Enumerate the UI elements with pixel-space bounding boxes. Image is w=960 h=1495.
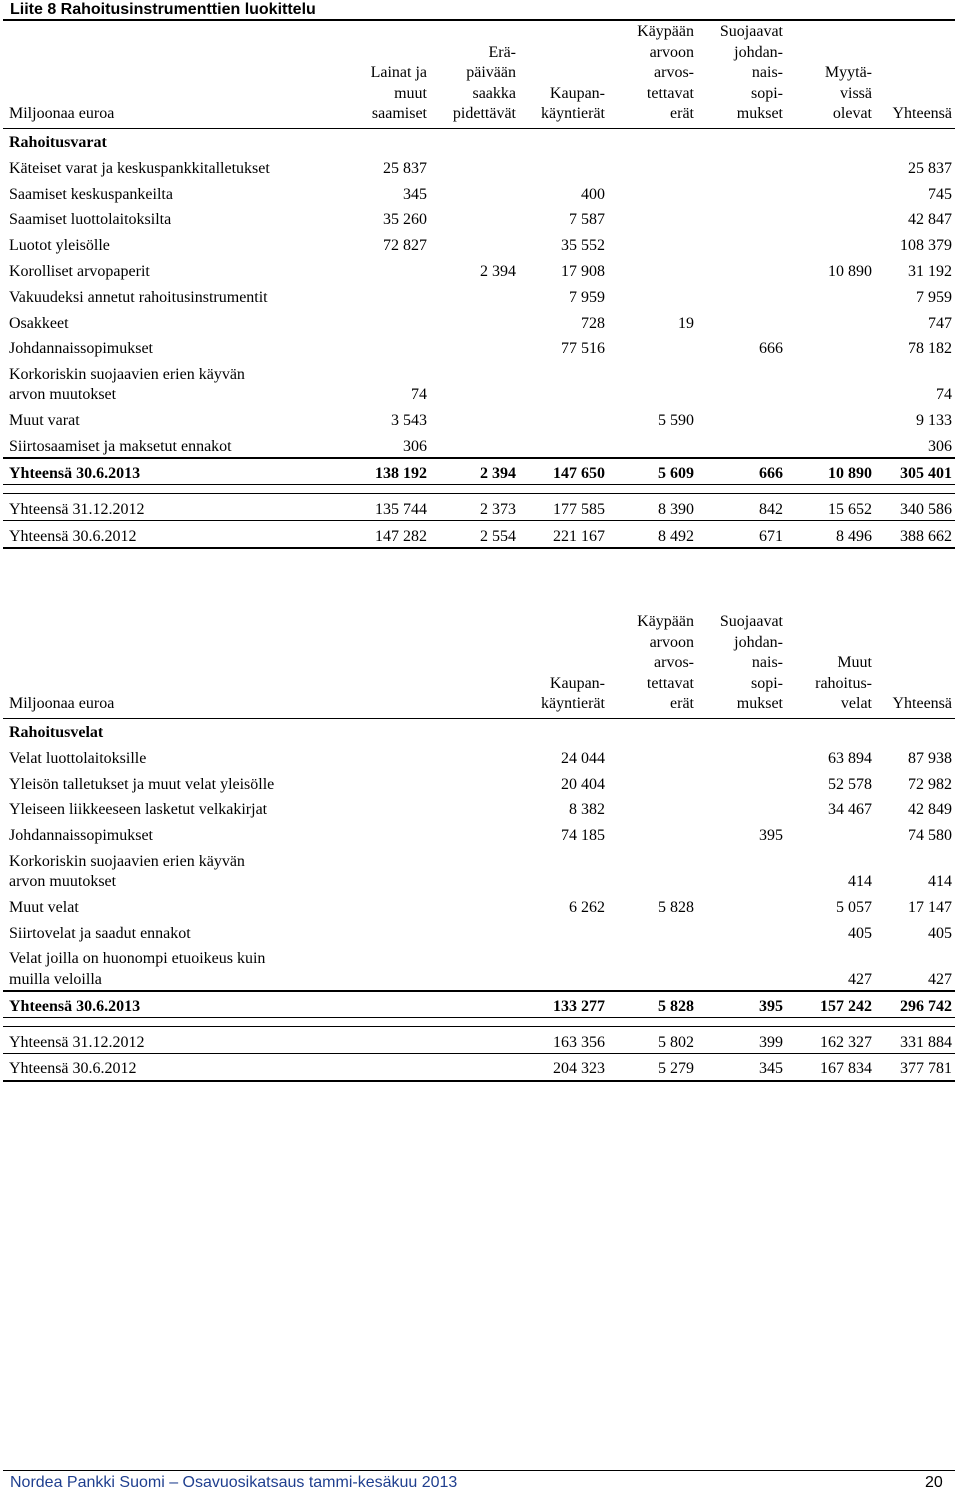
cell-value (430, 205, 519, 231)
cell-value (786, 821, 875, 847)
cell-value: 78 182 (908, 340, 952, 358)
cell-value (343, 821, 430, 847)
cell-value: 135 744 (375, 500, 427, 518)
row-label: Yhteensä 30.6.2013 (9, 464, 141, 482)
cell-value: 10 890 (828, 262, 872, 280)
cell-value (697, 205, 786, 231)
cell-value: 177 585 (553, 500, 605, 518)
cell-value: 666 (759, 464, 783, 482)
cell-value: 157 242 (820, 997, 872, 1015)
column-header: Suojaavat johdan- nais- sopi- mukset (719, 23, 783, 122)
row-label: Osakkeet (9, 314, 69, 332)
table-row (3, 795, 955, 821)
cell-value: 2 394 (480, 464, 516, 482)
cell-value (697, 893, 786, 919)
page-title: Liite 8 Rahoitusinstrumenttien luokittelu (10, 1, 316, 18)
total-row (3, 992, 955, 1018)
cell-value (786, 205, 875, 231)
cell-value (343, 918, 430, 944)
cell-value: 9 133 (916, 412, 952, 430)
cell-value (519, 918, 608, 944)
table-row (3, 944, 955, 991)
cell-value (608, 944, 697, 991)
cell-value (519, 944, 608, 991)
cell-value: 8 492 (658, 527, 694, 545)
cell-value (430, 360, 519, 406)
cell-value (430, 179, 519, 205)
cell-value: 52 578 (828, 775, 872, 793)
column-header: Käypään arvoon arvos- tettavat erät (637, 613, 694, 712)
row-label: Korkoriskin suojaavien erien käyvän arvon muutokset (9, 365, 245, 404)
cell-value: 20 404 (561, 775, 605, 793)
cell-value: 2 394 (480, 262, 516, 280)
cell-value (430, 308, 519, 334)
comparative-row (3, 494, 955, 520)
cell-value: 2 373 (480, 500, 516, 518)
cell-value: 671 (759, 527, 783, 545)
unit-label: Miljoonaa euroa (9, 105, 115, 122)
cell-value (519, 360, 608, 406)
cell-value: 345 (759, 1060, 783, 1078)
cell-value (786, 406, 875, 432)
cell-value: 427 (928, 970, 952, 988)
cell-value (343, 944, 430, 991)
cell-value (786, 154, 875, 180)
cell-value: 5 279 (658, 1060, 694, 1078)
cell-value (430, 231, 519, 257)
cell-value (608, 154, 697, 180)
cell-value (519, 406, 608, 432)
row-label: Siirtovelat ja saadut ennakot (9, 924, 191, 942)
row-label: Yhteensä 30.6.2012 (9, 527, 137, 545)
column-header: Käypään arvoon arvos- tettavat erät (637, 23, 694, 122)
rule-row (3, 1081, 955, 1082)
cell-value: 842 (759, 500, 783, 518)
cell-value (430, 282, 519, 308)
row-label: Velat luottolaitoksille (9, 749, 147, 767)
cell-value (608, 847, 697, 893)
cell-value: 5 802 (658, 1033, 694, 1051)
row-label: Siirtosaamiset ja maksetut ennakot (9, 437, 232, 455)
cell-value: 35 552 (561, 237, 605, 255)
cell-value: 6 262 (569, 898, 605, 916)
cell-value: 42 847 (908, 211, 952, 229)
table-row (3, 744, 955, 770)
cell-value (430, 1054, 519, 1081)
table-row (3, 231, 955, 257)
cell-value: 427 (848, 970, 872, 988)
spacer-row (3, 485, 955, 494)
cell-value (343, 744, 430, 770)
table-row (3, 179, 955, 205)
row-label: Yhteensä 31.12.2012 (9, 1033, 145, 1051)
row-label: Yhteensä 30.6.2012 (9, 1060, 137, 1078)
cell-value (697, 179, 786, 205)
cell-value (697, 944, 786, 991)
cell-value: 24 044 (561, 749, 605, 767)
table-row (3, 432, 955, 459)
cell-value: 7 587 (569, 211, 605, 229)
table-row (3, 918, 955, 944)
table-row (3, 847, 955, 893)
cell-value: 72 827 (383, 237, 427, 255)
cell-value: 74 (411, 386, 427, 404)
cell-value (430, 432, 519, 459)
cell-value (430, 821, 519, 847)
table-row (3, 205, 955, 231)
cell-value (697, 308, 786, 334)
cell-value (697, 360, 786, 406)
cell-value (430, 992, 519, 1018)
cell-value: 5 590 (658, 412, 694, 430)
table-row (3, 308, 955, 334)
cell-value: 221 167 (553, 527, 605, 545)
cell-value (343, 893, 430, 919)
row-label: Yhteensä 30.6.2013 (9, 997, 141, 1015)
cell-value (786, 334, 875, 360)
cell-value: 34 467 (828, 801, 872, 819)
row-label: Yhteensä 31.12.2012 (9, 500, 145, 518)
spacer-row (3, 1018, 955, 1027)
table-row (3, 360, 955, 406)
cell-value (786, 231, 875, 257)
cell-value: 74 185 (561, 827, 605, 845)
row-label: Luotot yleisölle (9, 237, 110, 255)
rule-row (3, 548, 955, 549)
cell-value (697, 769, 786, 795)
comparative-row (3, 1027, 955, 1053)
financial-assets-table (3, 22, 955, 549)
cell-value (697, 918, 786, 944)
cell-value: 8 390 (658, 500, 694, 518)
cell-value: 8 382 (569, 801, 605, 819)
cell-value: 77 516 (561, 340, 605, 358)
cell-value (430, 847, 519, 893)
row-label: Saamiset keskuspankeilta (9, 185, 173, 203)
cell-value (430, 154, 519, 180)
cell-value (519, 154, 608, 180)
cell-value (519, 432, 608, 459)
cell-value (430, 406, 519, 432)
cell-value: 133 277 (553, 997, 605, 1015)
cell-value (697, 432, 786, 459)
cell-value (608, 231, 697, 257)
table-row (3, 406, 955, 432)
cell-value: 399 (759, 1033, 783, 1051)
section-label: Rahoitusvelat (9, 724, 104, 741)
column-header: Yhteensä (892, 695, 952, 712)
cell-value (697, 282, 786, 308)
liabilities-header-row (3, 612, 955, 718)
cell-value (343, 847, 430, 893)
cell-value (697, 257, 786, 283)
cell-value: 74 (936, 386, 952, 404)
cell-value: 87 938 (908, 749, 952, 767)
cell-value (608, 179, 697, 205)
table-row (3, 769, 955, 795)
cell-value (430, 795, 519, 821)
cell-value: 306 (403, 437, 427, 455)
cell-value (608, 432, 697, 459)
table-row (3, 154, 955, 180)
row-label: Johdannaissopimukset (9, 340, 153, 358)
cell-value (343, 282, 430, 308)
cell-value: 5 609 (658, 464, 694, 482)
cell-value: 728 (581, 314, 605, 332)
cell-value: 147 282 (375, 527, 427, 545)
column-header: Suojaavat johdan- nais- sopi- mukset (719, 613, 783, 712)
row-label: Saamiset luottolaitoksilta (9, 211, 172, 229)
cell-value (430, 769, 519, 795)
cell-value (608, 334, 697, 360)
cell-value: 138 192 (375, 464, 427, 482)
cell-value (786, 308, 875, 334)
cell-value: 305 401 (900, 464, 952, 482)
table-row (3, 821, 955, 847)
cell-value: 167 834 (820, 1060, 872, 1078)
page-number: 20 (925, 1474, 943, 1491)
row-label: Muut varat (9, 412, 80, 430)
cell-value: 17 908 (561, 262, 605, 280)
cell-value: 395 (759, 827, 783, 845)
cell-value (343, 1027, 430, 1053)
cell-value: 345 (403, 185, 427, 203)
cell-value: 388 662 (900, 527, 952, 545)
cell-value (608, 821, 697, 847)
cell-value: 296 742 (900, 997, 952, 1015)
cell-value: 19 (678, 314, 694, 332)
cell-value: 15 652 (828, 500, 872, 518)
row-label: Johdannaissopimukset (9, 827, 153, 845)
cell-value: 400 (581, 185, 605, 203)
cell-value: 3 543 (391, 412, 427, 430)
cell-value (343, 334, 430, 360)
footer-rule (3, 1470, 955, 1471)
cell-value (430, 944, 519, 991)
cell-value (786, 432, 875, 459)
cell-value: 147 650 (553, 464, 605, 482)
cell-value: 8 496 (836, 527, 872, 545)
cell-value (608, 257, 697, 283)
cell-value (343, 308, 430, 334)
cell-value (697, 744, 786, 770)
cell-value (697, 795, 786, 821)
section-label: Rahoitusvarat (9, 134, 107, 151)
cell-value (343, 992, 430, 1018)
cell-value (343, 257, 430, 283)
cell-value: 340 586 (900, 500, 952, 518)
assets-header-row (3, 22, 955, 128)
cell-value: 5 828 (658, 997, 694, 1015)
column-header (430, 612, 519, 718)
financial-liabilities-table (3, 612, 955, 1082)
section-heading (3, 129, 955, 154)
comparative-row (3, 1054, 955, 1081)
cell-value (697, 847, 786, 893)
cell-value (608, 360, 697, 406)
cell-value: 405 (928, 924, 952, 942)
cell-value (519, 847, 608, 893)
title-rule (3, 19, 955, 21)
cell-value: 745 (928, 185, 952, 203)
cell-value (608, 282, 697, 308)
row-label: Muut velat (9, 898, 79, 916)
column-header: Yhteensä (892, 105, 952, 122)
cell-value: 405 (848, 924, 872, 942)
cell-value: 17 147 (908, 898, 952, 916)
cell-value: 163 356 (553, 1033, 605, 1051)
column-header (343, 612, 430, 718)
table-row (3, 282, 955, 308)
cell-value: 331 884 (900, 1033, 952, 1051)
column-header: Erä- päivään saakka pidettävät (452, 43, 516, 122)
cell-value: 35 260 (383, 211, 427, 229)
cell-value (343, 1054, 430, 1081)
cell-value (786, 179, 875, 205)
cell-value (608, 918, 697, 944)
cell-value: 414 (928, 873, 952, 891)
row-label: Vakuudeksi annetut rahoitusinstrumentit (9, 288, 268, 306)
cell-value: 108 379 (900, 237, 952, 255)
cell-value: 5 057 (836, 898, 872, 916)
row-label: Korkoriskin suojaavien erien käyvän arvon muutokset (9, 852, 245, 891)
cell-value: 2 554 (480, 527, 516, 545)
footer-text: Nordea Pankki Suomi – Osavuosikatsaus tammi-kesäkuu 2013 (10, 1474, 458, 1491)
cell-value (430, 893, 519, 919)
cell-value: 306 (928, 437, 952, 455)
cell-value: 7 959 (569, 288, 605, 306)
column-header: Kaupan- käyntierät (541, 674, 605, 712)
cell-value (430, 334, 519, 360)
unit-label: Miljoonaa euroa (9, 695, 115, 712)
column-header: Myytä- vissä olevat (824, 64, 872, 122)
cell-value: 162 327 (820, 1033, 872, 1051)
cell-value: 10 890 (828, 464, 872, 482)
cell-value: 747 (928, 314, 952, 332)
column-header: Muut rahoitus- velat (815, 654, 872, 712)
row-label: Velat joilla on huonompi etuoikeus kuin muilla veloilla (9, 950, 266, 988)
section-heading (3, 719, 955, 744)
cell-value (608, 205, 697, 231)
cell-value (697, 154, 786, 180)
cell-value (697, 406, 786, 432)
table-row (3, 893, 955, 919)
cell-value: 63 894 (828, 749, 872, 767)
cell-value: 72 982 (908, 775, 952, 793)
cell-value: 25 837 (908, 159, 952, 177)
cell-value: 204 323 (553, 1060, 605, 1078)
row-label: Yleisön talletukset ja muut velat yleisölle (9, 775, 275, 793)
cell-value: 377 781 (900, 1060, 952, 1078)
cell-value: 666 (759, 340, 783, 358)
cell-value: 42 849 (908, 801, 952, 819)
cell-value (608, 769, 697, 795)
comparative-row (3, 521, 955, 548)
cell-value: 5 828 (658, 898, 694, 916)
cell-value (343, 769, 430, 795)
cell-value (430, 918, 519, 944)
column-header: Kaupan- käyntierät (541, 84, 605, 122)
cell-value: 25 837 (383, 159, 427, 177)
cell-value (697, 231, 786, 257)
cell-value: 395 (759, 997, 783, 1015)
cell-value (608, 795, 697, 821)
cell-value: 7 959 (916, 288, 952, 306)
cell-value: 31 192 (908, 262, 952, 280)
cell-value: 414 (848, 873, 872, 891)
row-label: Käteiset varat ja keskuspankkitalletukset (9, 159, 270, 177)
cell-value (786, 282, 875, 308)
cell-value (430, 1027, 519, 1053)
row-label: Korolliset arvopaperit (9, 262, 150, 280)
cell-value (608, 744, 697, 770)
table-row (3, 257, 955, 283)
cell-value (343, 795, 430, 821)
cell-value (430, 744, 519, 770)
total-row (3, 459, 955, 485)
table-row (3, 334, 955, 360)
column-header: Lainat ja muut saamiset (370, 64, 427, 122)
row-label: Yleiseen liikkeeseen lasketut velkakirjat (9, 801, 268, 819)
cell-value (786, 360, 875, 406)
cell-value: 74 580 (908, 827, 952, 845)
